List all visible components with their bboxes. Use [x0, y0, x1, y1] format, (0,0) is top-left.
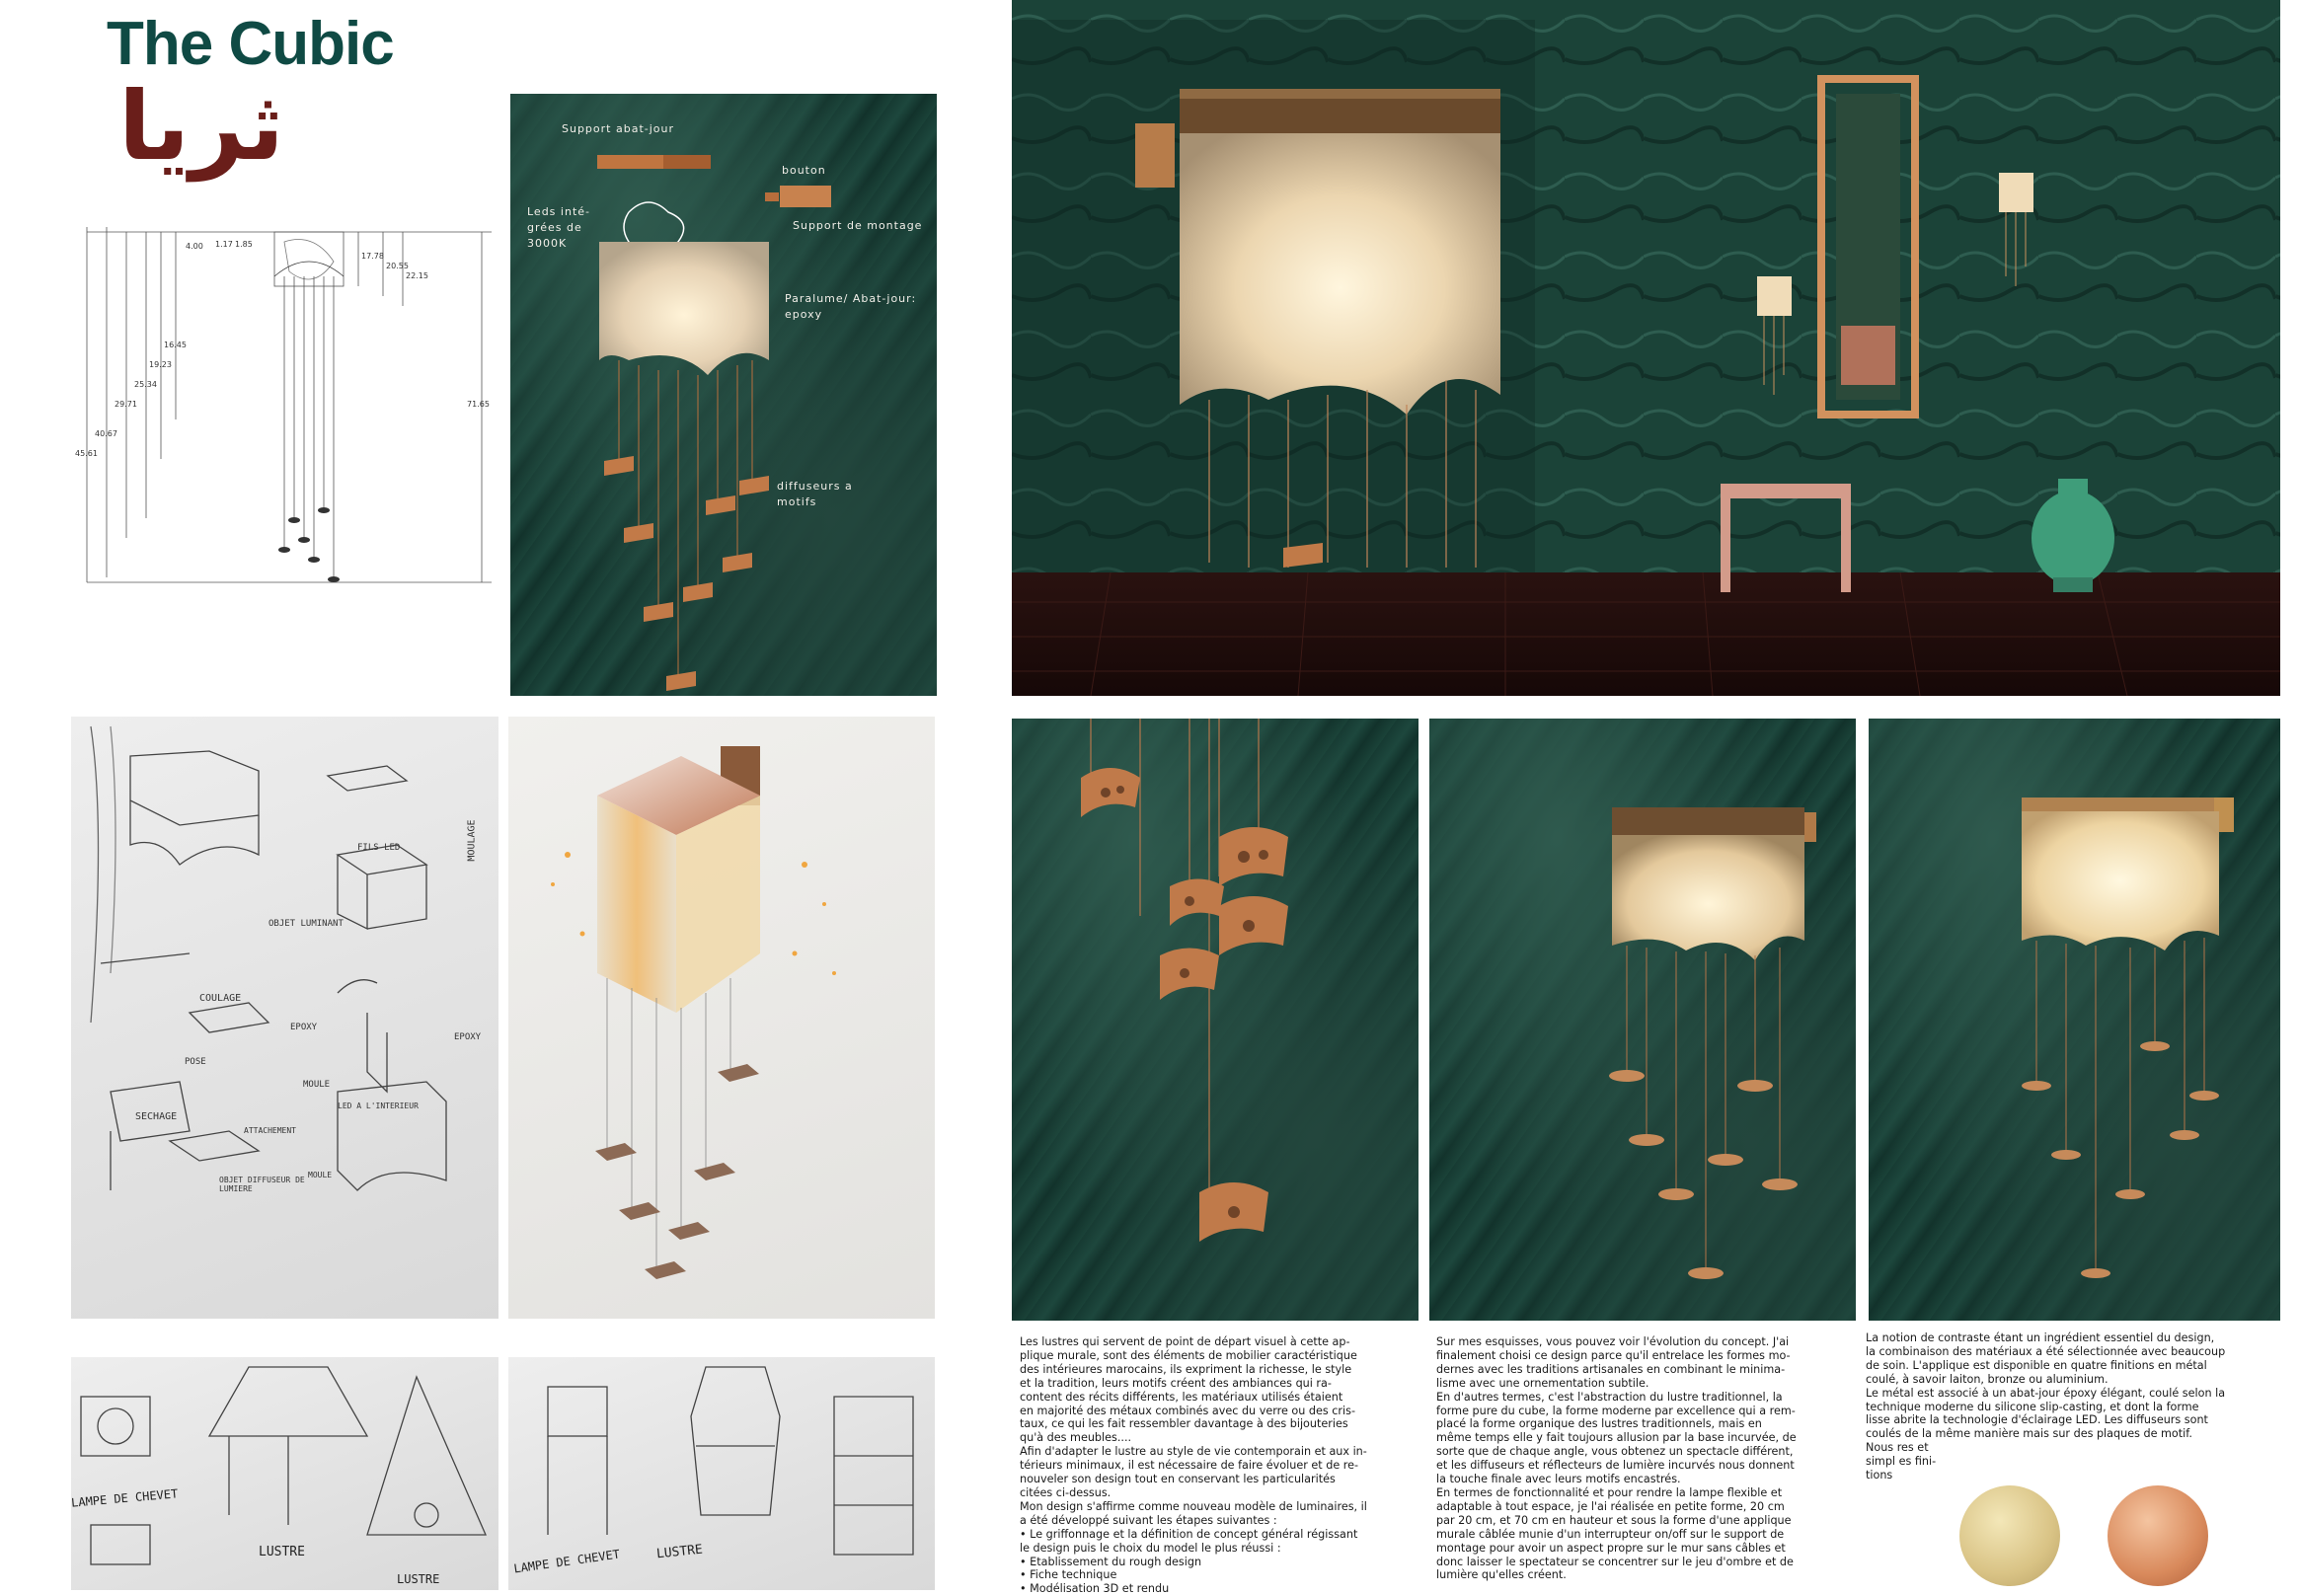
dimension-label: 1.85	[235, 240, 253, 249]
sketch-label: POSE	[185, 1057, 206, 1067]
dimension-label: 1.17	[215, 240, 233, 249]
label-support-montage: Support de montage	[793, 219, 923, 232]
sketch-bottom-label: LAMPE DE CHEVET	[70, 1486, 179, 1510]
brand-title-arabic: ثريا	[118, 71, 284, 182]
sketch-label: SECHAGE	[135, 1111, 178, 1122]
sketch-label: MOULE	[308, 1171, 333, 1179]
sketch-bottom-label: LUSTRE	[655, 1542, 704, 1562]
sketch-variants-panel-1	[71, 1357, 498, 1590]
dimension-label: 29.71	[115, 400, 137, 409]
sketch-bottom-label: LAMPE DE CHEVET	[512, 1547, 621, 1576]
sketch-label: OBJET LUMINANT	[268, 919, 344, 929]
dimension-label: 22.15	[406, 271, 428, 280]
label-bouton: bouton	[782, 164, 826, 177]
label-leds: Leds inté- grées de 3000K	[527, 205, 590, 250]
description-column-2: Sur mes esquisses, vous pouvez voir l'évolution du concept. J'ai finalement choisi ce design parce qu'il entrelace les formes mo- dernes avec les traditions artisanales en combinant le minima- lisme avec une ornementation subtile. En d'autres termes, c'est l'abstraction du lustre traditionnel, la forme pure du cube, la forme moderne par excellence qui a rem- placé la forme organique des lustres traditionnels, mais en même temps elle y fait toujours allusion par la base incurvée, de sorte que de chaque angle, vous obtenez un spectacle différent, et les diffuseurs et réflecteurs de lumière incurvés nous donnent la touche finale avec leurs motifs encastrés. En termes de fonctionnalité et pour rendre la lampe flexible et adaptable à tout espace, je l'ai réalisée en petite forme, 20 cm par 20 cm, et 70 cm en hauteur et sous la forme d'une applique murale câblée munie d'un interrupteur on/off sur le support de montage pour avoir un aspect propre sur le mur sans câbles et donc laisser le spectateur se concentrer sur le jeu d'ombre et de lumière qu'elles créent.	[1436, 1335, 1797, 1582]
brand-title-latin: The Cubic	[107, 10, 394, 78]
label-paralume: Paralume/ Abat-jour: epoxy	[785, 292, 917, 321]
dimension-label: 45.61	[75, 449, 98, 458]
sketch-bottom-label: LUSTRE	[259, 1545, 305, 1559]
render-diffusers-closeup	[1012, 719, 1418, 1321]
exploded-lamp-illustration	[510, 94, 937, 696]
dimension-label: 4.00	[186, 242, 203, 251]
sketch-label: MOULAGE	[466, 819, 478, 862]
description-column-3: La notion de contraste étant un ingrédient essentiel du design, la combinaison des matériaux a été sélectionnée avec beaucoup de soin. L'applique est disponible en quatre finitions en métal coulé, à savoir laiton, bronze ou aluminium. Le métal est associé à un abat-jour époxy élégant, coulé selon la technique moderne du silicone slip-casting, et dont la forme lisse abrite la technologie d'éclairage LED. Les diffuseurs sont coulés de la même manière mais sur des plaques de motif. Nous res et simpl es fini- tions	[1866, 1331, 2226, 1482]
sketch-label: FILS LED	[357, 843, 401, 853]
copper-swatch	[2108, 1485, 2208, 1586]
dimension-label: 40.67	[95, 429, 117, 438]
dimension-label: 20.55	[386, 262, 409, 270]
render-lamp-dark	[1429, 719, 1856, 1321]
sketch-lines	[71, 717, 498, 1319]
dimension-label: 25.34	[134, 380, 157, 389]
description-column-1: Les lustres qui servent de point de départ visuel à cette ap- plique murale, sont des éléments de mobilier caractéristique des intérieures marocains, ils expriment la richesse, le style et la tradition, leurs motifs créent des ambiances qui ra- content des récits différents, les matériaux utilisés étaient en majorité des métaux combinés avec du verre ou des cris- taux, ce qui les fait ressembler davantage à des bijouteries qu'à des meubles.... Afin d'adapter le lustre au style de vie contemporain et aux in- térieurs minimaux, il est nécessaire de faire évoluer et de re- nouveler son design tout en conservant les particularités citées ci-dessus. Mon design s'affirme comme nouveau modèle de luminaires, il a été développé suivant les étapes suivantes : • Le griffonnage et la définition de concept général régissant le design puis le choix du model le plus réussi : • Etablissement du rough design • Fiche technique • Modélisation 3D et rendu	[1020, 1335, 1367, 1596]
sketch-label: EPOXY	[454, 1032, 482, 1042]
sketch-bottom-label: LUSTRE	[397, 1572, 440, 1586]
technical-drawing	[75, 222, 492, 587]
exploded-view-panel	[510, 94, 937, 696]
render-lamp-brass	[1869, 719, 2280, 1321]
dimension-label: 16.45	[164, 341, 187, 349]
color-sketch-lamp	[508, 717, 935, 1319]
brass-swatch	[1959, 1485, 2060, 1586]
color-sketch-panel	[508, 717, 935, 1319]
label-support-abat-jour: Support abat-jour	[562, 122, 675, 135]
sketch-label: MOULE	[303, 1080, 331, 1090]
sketch-label: LED A L'INTERIEUR	[338, 1102, 419, 1110]
sketch-label: ATTACHEMENT	[244, 1126, 296, 1135]
dimension-label: 71.65	[467, 400, 490, 409]
dimension-label: 17.78	[361, 252, 384, 261]
label-diffuseurs: diffuseurs a motifs	[777, 480, 853, 508]
sketch-label: OBJET DIFFUSEUR DE LUMIERE	[219, 1176, 305, 1193]
sketch-variants-panel-2	[508, 1357, 935, 1590]
sketch-label: COULAGE	[199, 993, 242, 1004]
room-render-panel	[1012, 0, 2280, 696]
sketch-label: EPOXY	[290, 1023, 318, 1032]
dimension-label: 19.23	[149, 360, 172, 369]
sketch-process-panel	[71, 717, 498, 1319]
